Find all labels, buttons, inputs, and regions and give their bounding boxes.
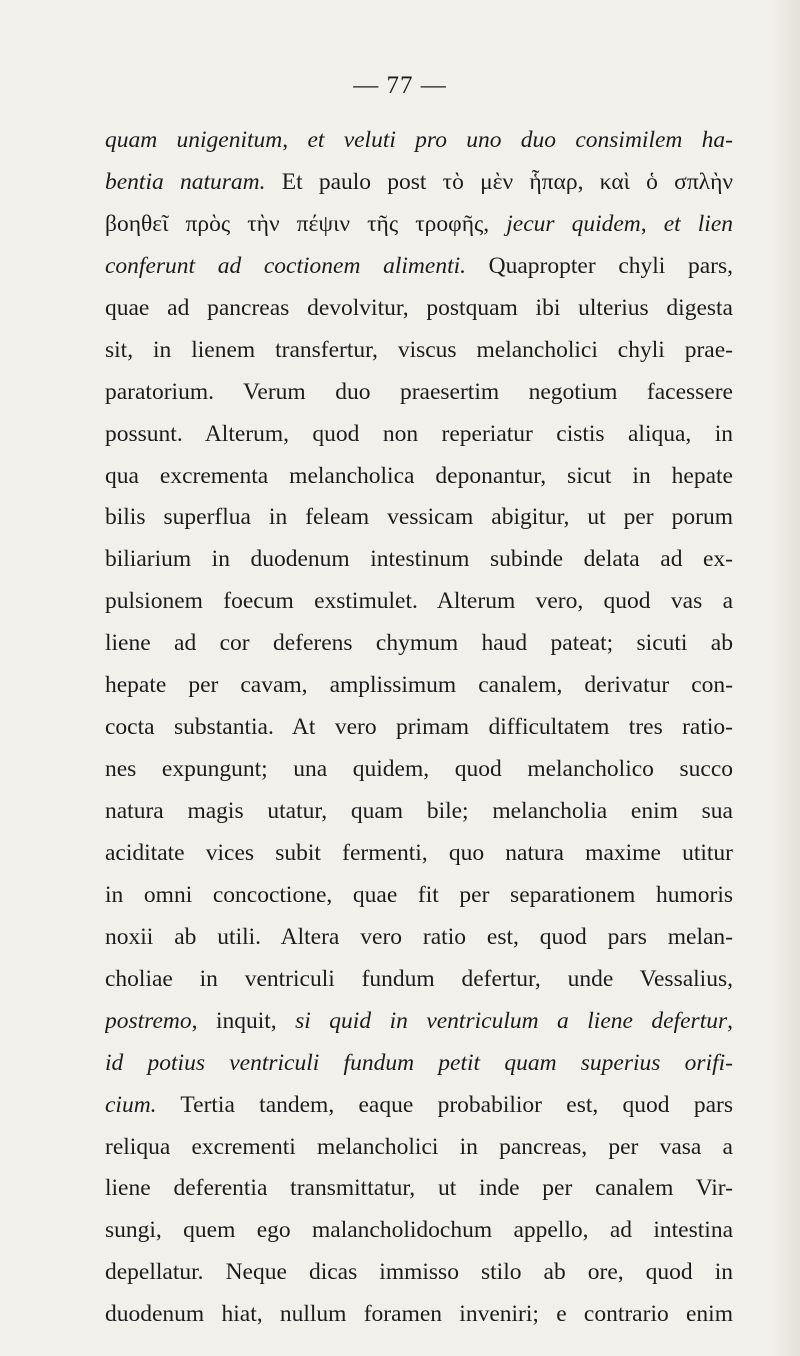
- text-segment: paratorium. Verum duo praesertim negotium facessere: [105, 378, 733, 405]
- text-line: [105, 1168, 733, 1210]
- text-segment: hepate per cavam, amplissimum canalem, derivatur con-: [105, 672, 733, 699]
- text-line: [105, 414, 733, 456]
- text-line: [105, 875, 733, 917]
- text-line: [105, 162, 733, 204]
- italic-text: bentia naturam.: [105, 168, 266, 195]
- text-line: [105, 959, 733, 1001]
- text-segment: cocta substantia. At vero primam difficultatem tres ratio-: [105, 714, 733, 741]
- text-segment: sungi, quem ego malancholidochum appello, ad intestina: [105, 1217, 733, 1244]
- text-segment: liene ad cor deferens chymum haud pateat; sicuti ab: [105, 630, 733, 657]
- text-line: [105, 581, 733, 623]
- text-segment: bilis superflua in feleam vessicam abigitur, ut per porum: [105, 504, 733, 531]
- text-line: [105, 1127, 733, 1169]
- text-segment: qua excrementa melancholica deponantur, sicut in hepate: [105, 462, 733, 489]
- text-line: [105, 749, 733, 791]
- text-line: [105, 204, 733, 246]
- text-segment: possunt. Alterum, quod non reperiatur cistis aliqua, in: [105, 420, 733, 447]
- text-line: [105, 456, 733, 498]
- text-segment: aciditate vices subit fermenti, quo natura maxime utitur: [105, 839, 733, 866]
- text-line: [105, 1252, 733, 1294]
- text-segment: pulsionem foecum exstimulet. Alterum vero, quod vas a: [105, 588, 733, 615]
- text-segment: in omni concoctione, quae fit per separationem humoris: [105, 881, 733, 908]
- text-line: [105, 1043, 733, 1085]
- page-edge-shadow: [770, 0, 800, 1356]
- text-line: [105, 246, 733, 288]
- text-line: [105, 539, 733, 581]
- text-segment: Quapropter chyli pars,: [466, 252, 733, 279]
- text-segment: noxii ab utili. Altera vero ratio est, quod pars melan-: [105, 923, 733, 950]
- italic-text: jecur quidem: [506, 210, 641, 237]
- text-segment: Tertia tandem, eaque probabilior est, quod pars: [156, 1091, 733, 1118]
- text-line: [105, 1001, 733, 1043]
- text-segment: depellatur. Neque dicas immisso stilo ab ore, quod in: [105, 1259, 733, 1286]
- text-line: [105, 330, 733, 372]
- text-segment: ,: [640, 210, 664, 237]
- italic-text: quam unigenitum: [105, 127, 283, 153]
- text-line: [105, 665, 733, 707]
- text-line: [105, 1210, 733, 1252]
- italic-text: si quid in ventriculum a liene defertur: [295, 1007, 728, 1034]
- text-line: [105, 288, 733, 330]
- text-segment: ,: [282, 127, 308, 153]
- italic-text: cium.: [105, 1091, 157, 1118]
- text-line: [105, 1294, 733, 1336]
- text-segment: ,: [727, 1007, 733, 1034]
- text-segment: sit, in lienem transfertur, viscus melancholici chyli prae-: [105, 336, 733, 363]
- text-segment: βοηθεῖ πρὸς τὴν πέψιν τῆς τροφῆς,: [105, 210, 507, 237]
- text-line: [105, 833, 733, 875]
- text-line: [105, 1085, 733, 1127]
- italic-text: et lien: [663, 210, 733, 237]
- text-segment: choliae in ventriculi fundum defertur, unde Vessalius,: [105, 965, 733, 992]
- italic-text: et veluti pro uno duo consimilem ha-: [307, 127, 733, 153]
- text-segment: , inquit,: [191, 1007, 296, 1034]
- text-line: [105, 917, 733, 959]
- text-segment: biliarium in duodenum intestinum subinde delata ad ex-: [105, 546, 733, 573]
- text-line: [105, 707, 733, 749]
- text-line: [105, 372, 733, 414]
- text-segment: quae ad pancreas devolvitur, postquam ibi ulterius digesta: [105, 294, 733, 321]
- text-segment: nes expungunt; una quidem, quod melancholico succo: [105, 756, 733, 783]
- text-segment: reliqua excrementi melancholici in pancreas, per vasa a: [105, 1133, 733, 1160]
- text-line: [105, 791, 733, 833]
- text-line: [105, 497, 733, 539]
- text-segment: duodenum hiat, nullum foramen inveniri; e contrario enim: [105, 1301, 733, 1328]
- text-segment: liene deferentia transmittatur, ut inde per canalem Vir-: [105, 1175, 733, 1202]
- text-segment: Et paulo post τὸ μὲν ἧπαρ, καὶ ὁ σπλὴν: [265, 168, 733, 195]
- italic-text: id potius ventriculi fundum petit quam superius orifi-: [105, 1049, 733, 1076]
- italic-text: conferunt ad coctionem alimenti.: [105, 252, 466, 279]
- text-line: [105, 623, 733, 665]
- text-line: [105, 120, 733, 162]
- body-text: [105, 120, 733, 1336]
- italic-text: postremo: [105, 1007, 192, 1034]
- text-segment: natura magis utatur, quam bile; melancholia enim sua: [105, 798, 733, 824]
- page-number: — 77 —: [353, 72, 447, 99]
